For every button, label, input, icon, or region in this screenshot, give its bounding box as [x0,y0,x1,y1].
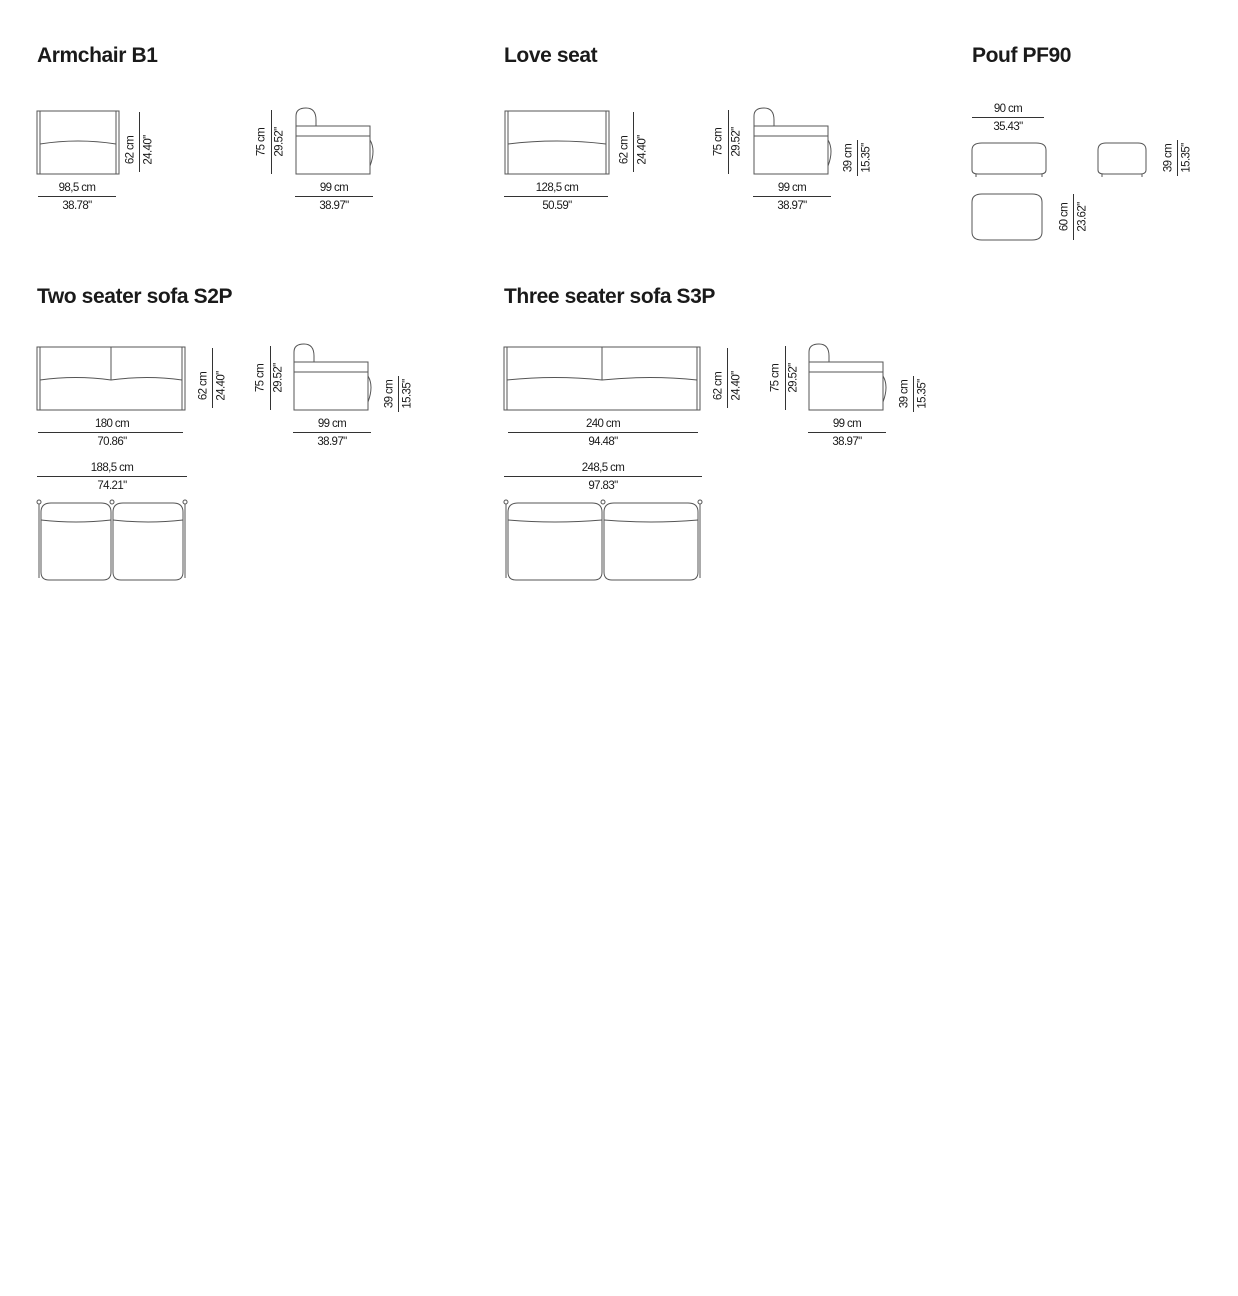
dimension-line [913,376,914,412]
dimension-line [38,432,183,433]
pouf-width-cm: 90 cm [993,103,1023,115]
pouf-side-drawing [1096,140,1148,178]
armchair-seat-height-cm: 62 cm [124,135,137,165]
three-seater-pouf-height-in: 15.35" [916,379,929,409]
dimension-line [728,110,729,174]
three-seater-pouf-height-cm: 39 cm [898,379,911,409]
loveseat-width-in: 50.59" [542,200,572,212]
three-seater-width-cm: 240 cm [585,418,621,430]
pouf-title: Pouf PF90 [972,44,1072,67]
pouf-depth-cm: 60 cm [1058,202,1071,232]
armchair-depth-in: 38.97" [319,200,349,212]
armchair-width-in: 38.78" [62,200,92,212]
pouf-top-drawing [970,192,1046,244]
loveseat-height-in: 29.52" [730,127,743,157]
loveseat-side-drawing [752,106,836,176]
loveseat-front-drawing [504,108,610,176]
two-seater-pouf-height-cm: 39 cm [383,379,396,409]
three-seater-seat-height-cm: 62 cm [712,371,725,401]
dimension-line [398,376,399,412]
armchair-width-cm: 98,5 cm [58,182,96,194]
two-seater-seat-height-in: 24.40" [215,371,228,401]
three-seater-height-in: 29.52" [787,363,800,393]
dimension-line [857,140,858,176]
two-seater-side-drawing [292,342,376,412]
dimension-line [37,476,187,477]
loveseat-depth-cm: 99 cm [777,182,807,194]
three-seater-top-drawing [502,498,706,582]
loveseat-height-cm: 75 cm [712,127,725,157]
dimension-line [727,348,728,408]
two-seater-pouf-height-in: 15.35" [401,379,414,409]
two-seater-depth-in: 38.97" [317,436,347,448]
pouf-front-drawing [970,140,1048,178]
dimension-line [139,112,140,172]
dimension-line [972,117,1044,118]
dimension-line [270,346,271,410]
three-seater-depth-in: 38.97" [832,436,862,448]
two-seater-width-in: 70.86" [97,436,127,448]
three-seater-top-width-in: 97.83" [588,480,618,492]
dimension-line [293,432,371,433]
two-seater-top-drawing [35,498,191,582]
dimension-line [633,112,634,172]
loveseat-seat-height-in: 24.40" [636,135,649,165]
dimension-line [785,346,786,410]
dimension-line [1073,194,1074,240]
three-seater-height-cm: 75 cm [769,363,782,393]
three-seater-top-width-cm: 248,5 cm [581,462,625,474]
armchair-height-cm: 75 cm [255,127,268,157]
loveseat-depth-in: 38.97" [777,200,807,212]
two-seater-width-cm: 180 cm [94,418,130,430]
dimension-line [508,432,698,433]
three-seater-depth-cm: 99 cm [832,418,862,430]
dimension-line [295,196,373,197]
dimension-line [753,196,831,197]
two-seater-top-width-cm: 188,5 cm [90,462,134,474]
dimension-line [504,196,608,197]
armchair-side-drawing [294,106,378,176]
loveseat-title: Love seat [504,44,598,67]
armchair-height-in: 29.52" [273,127,286,157]
dimension-line [271,110,272,174]
pouf-height-cm: 39 cm [1162,143,1175,173]
two-seater-height-in: 29.52" [272,363,285,393]
loveseat-seat-height-cm: 62 cm [618,135,631,165]
armchair-front-drawing [36,108,120,176]
pouf-height-in: 15.35" [1180,143,1193,173]
three-seater-width-in: 94.48" [588,436,618,448]
two-seater-height-cm: 75 cm [254,363,267,393]
three-seater-front-drawing [503,344,703,412]
two-seater-seat-height-cm: 62 cm [197,371,210,401]
three-seater-side-drawing [807,342,891,412]
loveseat-pouf-height-in: 15.35" [860,143,873,173]
pouf-depth-in: 23.62" [1076,202,1089,232]
armchair-seat-height-in: 24.40" [142,135,155,165]
dimension-line [808,432,886,433]
dimension-line [212,348,213,408]
two-seater-top-width-in: 74.21" [97,480,127,492]
dimension-line [1177,140,1178,176]
armchair-depth-cm: 99 cm [319,182,349,194]
dimension-line [504,476,702,477]
armchair-title: Armchair B1 [37,44,158,67]
loveseat-pouf-height-cm: 39 cm [842,143,855,173]
pouf-width-in: 35.43" [993,121,1023,133]
loveseat-width-cm: 128,5 cm [535,182,579,194]
three-seater-seat-height-in: 24.40" [730,371,743,401]
two-seater-front-drawing [36,344,188,412]
three-seater-title: Three seater sofa S3P [504,285,716,308]
two-seater-title: Two seater sofa S2P [37,285,233,308]
two-seater-depth-cm: 99 cm [317,418,347,430]
dimension-line [38,196,116,197]
